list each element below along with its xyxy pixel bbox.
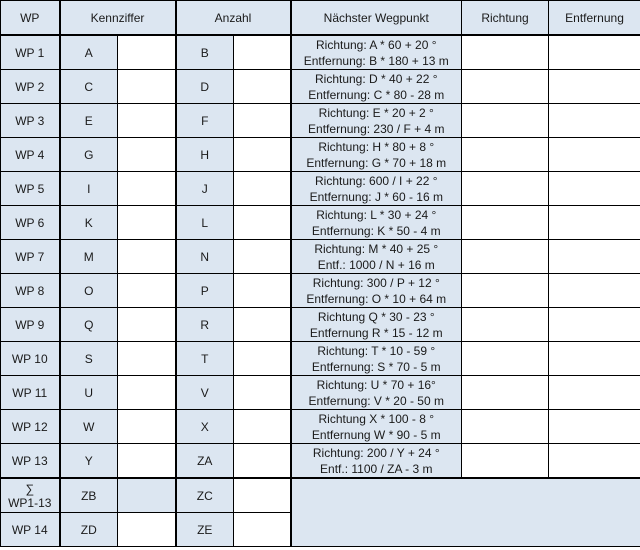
anzahl-letter: B	[176, 35, 234, 70]
entfernung-formula: Entfernung: S * 70 - 5 m	[311, 359, 441, 374]
richtung-formula: Richtung: E * 20 + 2 °	[318, 105, 434, 120]
waypoint-row	[1, 138, 640, 172]
waypoint-row	[1, 342, 640, 376]
wegpunkt-formula	[291, 104, 462, 138]
anzahl-input[interactable]	[234, 410, 291, 444]
richtung-formula: Richtung: 600 / I + 22 °	[314, 173, 438, 188]
richtung-input[interactable]	[462, 206, 549, 240]
waypoint-row	[1, 308, 640, 342]
anzahl-letter: D	[176, 70, 234, 104]
entfernung-input[interactable]	[549, 35, 640, 70]
kennziffer-input[interactable]	[118, 376, 176, 410]
kennziffer-letter: O	[60, 274, 118, 308]
header-wp: WP	[1, 1, 60, 36]
anzahl-letter: F	[176, 104, 234, 138]
anzahl-input[interactable]	[234, 342, 291, 376]
anzahl-letter: H	[176, 138, 234, 172]
wp-label: WP 11	[1, 376, 60, 410]
wegpunkt-formula	[291, 410, 462, 444]
richtung-input[interactable]	[462, 274, 549, 308]
anzahl-input[interactable]	[234, 138, 291, 172]
richtung-input[interactable]	[462, 444, 549, 479]
richtung-input[interactable]	[462, 376, 549, 410]
kennziffer-input[interactable]	[118, 138, 176, 172]
wegpunkt-formula	[291, 274, 462, 308]
richtung-formula: Richtung: H * 80 + 8 °	[318, 139, 435, 154]
waypoint-row	[1, 206, 640, 240]
kennziffer-letter: K	[60, 206, 118, 240]
anzahl-letter: R	[176, 308, 234, 342]
richtung-formula: Richtung: T * 10 - 59 °	[317, 343, 436, 358]
anzahl-letter: ZC	[176, 478, 234, 513]
anzahl-input[interactable]	[234, 206, 291, 240]
anzahl-input[interactable]	[234, 444, 291, 479]
wp-label: WP 2	[1, 70, 60, 104]
anzahl-letter: L	[176, 206, 234, 240]
wegpunkt-formula	[291, 70, 462, 104]
anzahl-letter: N	[176, 240, 234, 274]
kennziffer-input[interactable]	[118, 410, 176, 444]
wegpunkt-formula	[291, 240, 462, 274]
richtung-input[interactable]	[462, 240, 549, 274]
wp-label: WP 3	[1, 104, 60, 138]
anzahl-input[interactable]	[234, 478, 291, 513]
richtung-input[interactable]	[462, 172, 549, 206]
kennziffer-input[interactable]	[118, 172, 176, 206]
richtung-formula: Richtung Q * 30 - 23 °	[317, 309, 435, 324]
waypoint-row	[1, 240, 640, 274]
kennziffer-letter: G	[60, 138, 118, 172]
anzahl-letter: T	[176, 342, 234, 376]
header-richtung: Richtung	[462, 1, 549, 36]
anzahl-input[interactable]	[234, 172, 291, 206]
entfernung-input[interactable]	[549, 410, 640, 444]
sum-row	[1, 478, 640, 513]
empty-merged-area	[291, 478, 640, 547]
richtung-formula: Richtung X * 100 - 8 °	[318, 411, 435, 426]
entfernung-input[interactable]	[549, 138, 640, 172]
sum-range: WP1-13	[8, 495, 52, 510]
wp-label: WP 6	[1, 206, 60, 240]
kennziffer-input[interactable]	[118, 206, 176, 240]
richtung-formula: Richtung: L * 30 + 24 °	[316, 207, 437, 222]
entfernung-input[interactable]	[549, 206, 640, 240]
richtung-input[interactable]	[462, 342, 549, 376]
wegpunkt-formula	[291, 35, 462, 70]
kennziffer-input[interactable]	[118, 274, 176, 308]
entfernung-input[interactable]	[549, 342, 640, 376]
kennziffer-letter: S	[60, 342, 118, 376]
waypoint-row	[1, 70, 640, 104]
kennziffer-input[interactable]	[118, 240, 176, 274]
kennziffer-letter: E	[60, 104, 118, 138]
sum-label	[1, 478, 60, 513]
waypoint-row	[1, 274, 640, 308]
wp-label: WP 7	[1, 240, 60, 274]
waypoint-row	[1, 172, 640, 206]
wp-label: WP 13	[1, 444, 60, 479]
sum-symbol: ∑	[25, 481, 35, 496]
kennziffer-letter: U	[60, 376, 118, 410]
anzahl-input[interactable]	[234, 308, 291, 342]
anzahl-input[interactable]	[234, 513, 291, 547]
wp-label: WP 10	[1, 342, 60, 376]
kennziffer-letter: W	[60, 410, 118, 444]
entfernung-input[interactable]	[549, 70, 640, 104]
header-entfernung: Entfernung	[549, 1, 640, 36]
waypoint-row	[1, 35, 640, 70]
waypoint-row	[1, 410, 640, 444]
entfernung-formula: Entfernung: 230 / F + 4 m	[308, 121, 445, 136]
waypoint-row	[1, 444, 640, 479]
anzahl-input[interactable]	[234, 274, 291, 308]
waypoint-row	[1, 376, 640, 410]
anzahl-letter: J	[176, 172, 234, 206]
kennziffer-input[interactable]	[118, 342, 176, 376]
anzahl-letter: ZE	[176, 513, 234, 547]
kennziffer-input[interactable]	[118, 513, 176, 547]
richtung-input[interactable]	[462, 308, 549, 342]
entfernung-input[interactable]	[549, 376, 640, 410]
entfernung-input[interactable]	[549, 172, 640, 206]
entfernung-formula: Entfernung: V * 20 - 50 m	[308, 393, 444, 408]
wegpunkt-formula	[291, 206, 462, 240]
wegpunkt-formula	[291, 138, 462, 172]
entfernung-input[interactable]	[549, 274, 640, 308]
wegpunkt-formula	[291, 444, 462, 479]
wegpunkt-formula	[291, 376, 462, 410]
anzahl-input[interactable]	[234, 70, 291, 104]
entfernung-formula: Entfernung: C * 80 - 28 m	[308, 87, 445, 102]
kennziffer-letter: A	[60, 35, 118, 70]
entfernung-formula: Entfernung W * 90 - 5 m	[311, 427, 441, 442]
entfernung-input[interactable]	[549, 104, 640, 138]
header-kennziffer: Kennziffer	[60, 1, 176, 36]
richtung-input[interactable]	[462, 70, 549, 104]
entfernung-formula: Entfernung: O * 10 + 64 m	[306, 291, 447, 306]
kennziffer-input[interactable]	[118, 444, 176, 479]
anzahl-input[interactable]	[234, 104, 291, 138]
kennziffer-letter: M	[60, 240, 118, 274]
richtung-formula: Richtung: 200 / Y + 24 °	[312, 445, 440, 460]
richtung-input[interactable]	[462, 138, 549, 172]
anzahl-input[interactable]	[234, 376, 291, 410]
entfernung-formula: Entfernung R * 15 - 12 m	[309, 325, 443, 340]
entfernung-formula: Entfernung: G * 70 + 18 m	[306, 155, 447, 170]
entfernung-input[interactable]	[549, 308, 640, 342]
entfernung-formula: Entfernung: J * 60 - 16 m	[309, 189, 443, 204]
kennziffer-input[interactable]	[118, 478, 176, 513]
anzahl-input[interactable]	[234, 35, 291, 70]
entfernung-formula: Entfernung: K * 50 - 4 m	[311, 223, 441, 238]
kennziffer-letter: Y	[60, 444, 118, 479]
richtung-formula: Richtung: A * 60 + 20 °	[315, 37, 437, 52]
wp-label: WP 8	[1, 274, 60, 308]
richtung-formula: Richtung: M * 40 + 25 °	[314, 241, 439, 256]
kennziffer-input[interactable]	[118, 308, 176, 342]
richtung-formula: Richtung: 300 / P + 12 °	[312, 275, 440, 290]
wp-label: WP 14	[1, 513, 60, 547]
wegpunkt-formula	[291, 308, 462, 342]
kennziffer-letter: ZB	[60, 478, 118, 513]
entfernung-input[interactable]	[549, 240, 640, 274]
wp-label: WP 4	[1, 138, 60, 172]
anzahl-input[interactable]	[234, 240, 291, 274]
kennziffer-input[interactable]	[118, 104, 176, 138]
anzahl-letter: V	[176, 376, 234, 410]
waypoint-row	[1, 104, 640, 138]
wp-label: WP 12	[1, 410, 60, 444]
kennziffer-letter: C	[60, 70, 118, 104]
richtung-input[interactable]	[462, 104, 549, 138]
richtung-formula: Richtung: D * 40 + 22 °	[314, 71, 438, 86]
header-anzahl: Anzahl	[176, 1, 291, 36]
kennziffer-letter: ZD	[60, 513, 118, 547]
entfernung-formula: Entfernung: B * 180 + 13 m	[303, 53, 449, 68]
entfernung-input[interactable]	[549, 444, 640, 479]
richtung-input[interactable]	[462, 410, 549, 444]
header-row	[1, 1, 640, 36]
header-naechster-wegpunkt: Nächster Wegpunkt	[291, 1, 462, 36]
wegpunkt-formula	[291, 172, 462, 206]
anzahl-letter: P	[176, 274, 234, 308]
anzahl-letter: X	[176, 410, 234, 444]
wegpunkt-formula	[291, 342, 462, 376]
kennziffer-letter: I	[60, 172, 118, 206]
richtung-input[interactable]	[462, 35, 549, 70]
anzahl-letter: ZA	[176, 444, 234, 479]
wp-label: WP 1	[1, 35, 60, 70]
wp-label: WP 5	[1, 172, 60, 206]
entfernung-formula: Entf.: 1000 / N + 16 m	[317, 257, 435, 272]
kennziffer-letter: Q	[60, 308, 118, 342]
kennziffer-input[interactable]	[118, 35, 176, 70]
kennziffer-input[interactable]	[118, 70, 176, 104]
wp-label: WP 9	[1, 308, 60, 342]
entfernung-formula: Entf.: 1100 / ZA - 3 m	[320, 461, 433, 476]
richtung-formula: Richtung: U * 70 + 16°	[316, 377, 436, 392]
